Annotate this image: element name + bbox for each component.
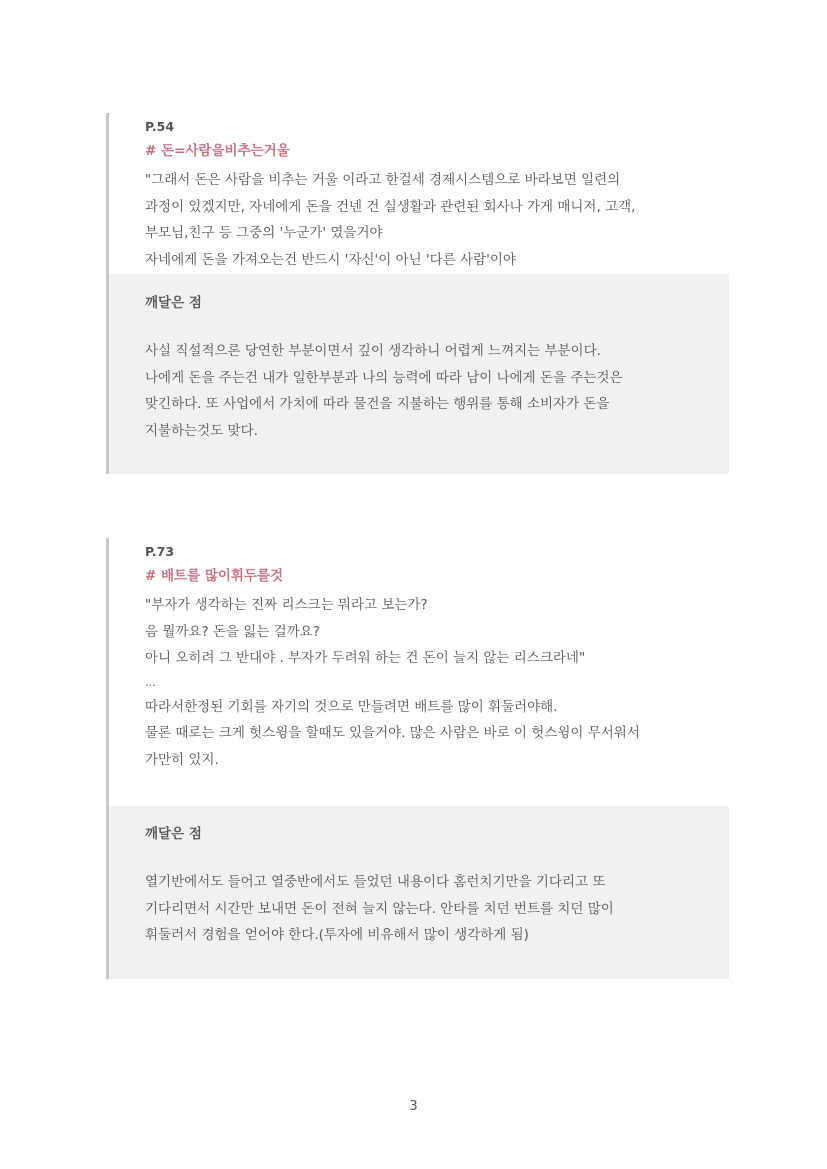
insight-line: 나에게 돈을 주는건 내가 일한부분과 나의 능력에 따라 남이 나에게 돈을 주는것은: [145, 369, 623, 386]
quote-line: 가만히 있지.: [145, 751, 219, 768]
quote-line: 자네에게 돈을 가져오는건 반드시 '자신'이 아닌 '다른 사람'이야: [145, 251, 516, 268]
insight-line: 기다리면서 시간만 보내면 돈이 전혀 늘지 않는다. 안타를 치던 번트를 치던 많이: [145, 900, 614, 917]
page-reference: P.54: [145, 119, 175, 134]
note-section-p73: [106, 538, 729, 979]
quote-line: "그래서 돈은 사람을 비추는 거울 이라고 한걸세 경제시스템으로 바라보면 일련의: [145, 172, 621, 188]
quote-line: 아니 오히려 그 반대야 . 부자가 두려워 하는 건 돈이 늘지 않는 리스크라네": [145, 650, 586, 666]
page-reference: P.73: [145, 544, 175, 559]
quote-block: [106, 538, 729, 773]
quote-line: "부자가 생각하는 진짜 리스크는 뭐라고 보는가?: [145, 597, 428, 613]
page-number: 3: [409, 1099, 418, 1114]
quote-line: 물론 때로는 크게 헛스윙을 할때도 있을거야. 많은 사람은 바로 이 헛스윙이 무서워서: [145, 725, 640, 741]
quote-line: 과정이 있겠지만, 자네에게 돈을 건넨 건 실생활과 관련된 회사나 가게 매니저, 고객,: [145, 198, 636, 215]
quote-block: [106, 113, 729, 273]
insight-line: 열기반에서도 들어고 열중반에서도 들었던 내용이다 홈런치기만을 기다리고 또: [145, 874, 606, 890]
insight-title: 깨달은 점: [145, 295, 202, 311]
quote-line: 부모님,친구 등 그중의 '누군가' 였을거야: [145, 225, 383, 241]
insight-box: [109, 274, 729, 474]
insight-line: 맞긴하다. 또 사업에서 가치에 따라 물건을 지불하는 행위를 통해 소비자가 돈을: [145, 396, 610, 412]
insight-line: 사실 직설적으론 당연한 부분이면서 깊이 생각하니 어렵게 느껴지는 부분이다.: [145, 343, 601, 359]
insight-line: 휘둘러서 경험을 얻어야 한다.(투자에 비유해서 많이 생각하게 됨): [145, 927, 529, 943]
note-section-p54: [106, 113, 729, 474]
quote-line: 음 뭘까요? 돈을 잃는 걸까요?: [145, 623, 320, 640]
insight-title: 깨달은 점: [145, 826, 202, 842]
insight-line: 지불하는것도 맞다.: [145, 422, 258, 439]
hashtag-title: # 돈=사람을비추는거울: [145, 143, 290, 159]
insight-box: [109, 806, 729, 979]
quote-ellipsis: ...: [145, 675, 156, 689]
quote-line: 따라서한정된 기회를 자기의 것으로 만들려면 배트를 많이 휘둘러야해.: [145, 698, 558, 715]
hashtag-title: # 배트를 많이휘두를것: [145, 568, 284, 584]
